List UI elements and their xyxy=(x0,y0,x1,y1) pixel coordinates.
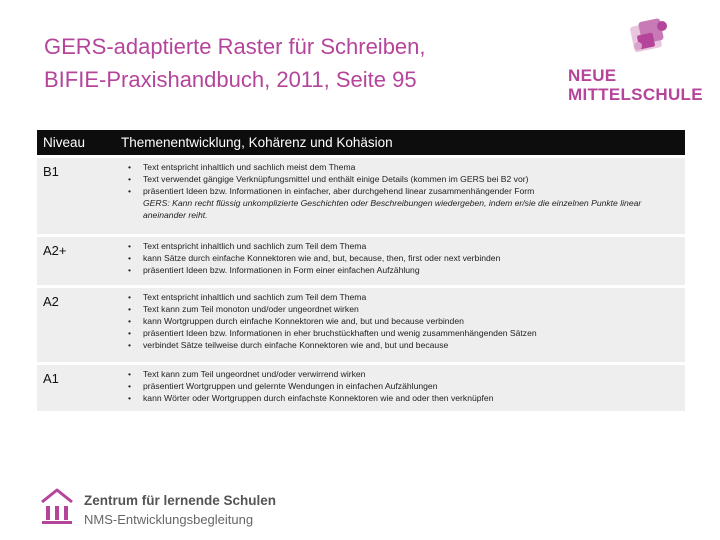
table-row xyxy=(37,365,685,411)
gers-note: GERS: Kann recht flüssig unkomplizierte Geschichten oder Beschreibungen wiedergeben, indem er/sie die einzelnen Punkte linear aneinander reiht. xyxy=(143,198,642,220)
list-item: • kann Wörter oder Wortgruppen durch einfachste Konnektoren wie and oder then verknüpfen xyxy=(143,392,677,404)
list-item-text: Text verwendet gängige Verknüpfungsmittel und enthält einige Details (kommen im GERS bei B2 vor) xyxy=(143,174,529,184)
list-item: • Text kann zum Teil monoton und/oder ungeordnet wirken xyxy=(143,303,677,315)
footer-subtitle: NMS-Entwicklungsbegleitung xyxy=(84,512,254,527)
header-niveau: Niveau xyxy=(37,130,115,155)
list-item: • präsentiert Ideen bzw. Informationen in Form einer einfachen Aufzählung xyxy=(143,264,677,276)
list-item: • präsentiert Ideen bzw. Informationen in eher bruchstückhaften und wenig zusammenhängenden Sätzen xyxy=(143,327,677,339)
school-building-icon xyxy=(38,486,76,526)
criteria-list xyxy=(119,368,677,404)
list-item: • kann Wortgruppen durch einfache Konnektoren wie and, but und because verbinden xyxy=(143,315,677,327)
criteria-list xyxy=(119,240,677,276)
header-themenentwicklung: Themenentwicklung, Kohärenz und Kohäsion xyxy=(115,130,685,155)
criteria-list xyxy=(119,291,677,351)
list-item: • Text kann zum Teil ungeordnet und/oder verwirrend wirken xyxy=(143,368,677,380)
logo-line-1: NEUE xyxy=(568,66,617,85)
level-cell: B1 xyxy=(37,158,115,234)
table-header-row xyxy=(37,130,685,155)
list-item: • Text entspricht inhaltlich und sachlich meist dem Thema xyxy=(143,161,677,173)
logo-line-2: MITTELSCHULE xyxy=(568,85,703,104)
slide-title xyxy=(44,30,524,96)
table-row xyxy=(37,288,685,362)
list-item: • Text entspricht inhaltlich und sachlich zum Teil dem Thema xyxy=(143,291,677,303)
description-cell xyxy=(115,237,685,285)
list-item: • präsentiert Ideen bzw. Informationen in einfacher, aber durchgehend linear zusammenhängender Form xyxy=(143,185,677,197)
puzzle-pieces-icon xyxy=(626,16,672,60)
list-item: • verbindet Sätze teilweise durch einfache Konnektoren wie and, but und because xyxy=(143,339,677,351)
level-cell: A2 xyxy=(37,288,115,362)
description-cell xyxy=(115,158,685,234)
description-cell xyxy=(115,288,685,362)
list-item: • präsentiert Wortgruppen und gelernte Wendungen in einfachen Aufzählungen xyxy=(143,380,677,392)
table-row xyxy=(37,237,685,285)
level-cell: A1 xyxy=(37,365,115,411)
footer-org-name: Zentrum für lernende Schulen xyxy=(84,493,277,508)
title-line-1: GERS-adaptierte Raster für Schreiben, xyxy=(44,34,426,59)
list-item: • kann Sätze durch einfache Konnektoren wie and, but, because, then, first oder next verbinden xyxy=(143,252,677,264)
footer-logo xyxy=(38,484,338,530)
description-cell xyxy=(115,365,685,411)
level-cell: A2+ xyxy=(37,237,115,285)
list-item xyxy=(143,173,677,185)
title-line-2: BIFIE-Praxishandbuch, 2011, Seite 95 xyxy=(44,67,417,92)
neue-mittelschule-logo xyxy=(560,14,710,114)
criteria-list xyxy=(119,161,677,197)
table-row xyxy=(37,158,685,234)
gers-raster-table xyxy=(37,127,685,414)
list-item: • Text entspricht inhaltlich und sachlich zum Teil dem Thema xyxy=(143,240,677,252)
